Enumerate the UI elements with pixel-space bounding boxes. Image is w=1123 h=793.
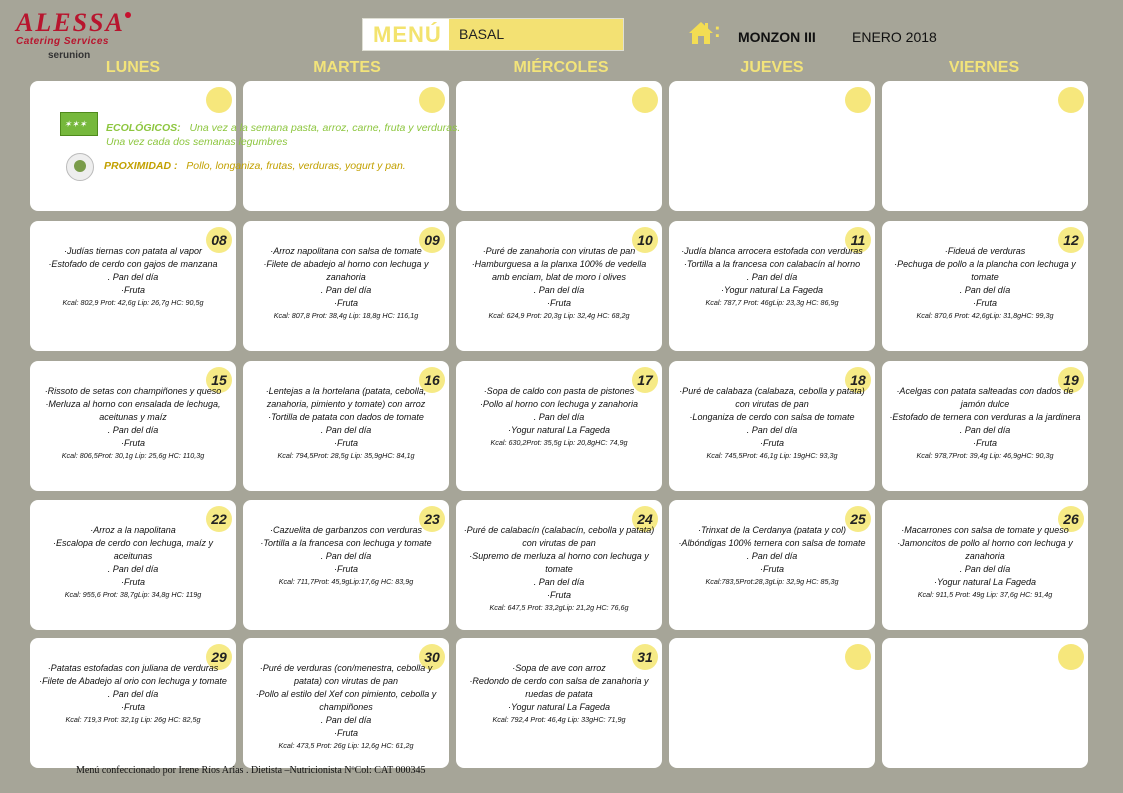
home-colon: :	[714, 20, 721, 42]
menu-content	[462, 245, 656, 322]
day-cell	[882, 221, 1088, 351]
menu-line: . Pan del día	[959, 285, 1011, 295]
day-number: 08	[206, 227, 232, 253]
menu-line: . Pan del día	[533, 285, 585, 295]
day-header-2: MIÉRCOLES	[513, 59, 609, 76]
menu-line: ·Pechuga de pollo a la plancha con lechuga y tomate	[894, 259, 1076, 282]
menu-line: ·Filete de Abadejo al orio con lechuga y tomate	[39, 676, 227, 686]
menu-line: ·Jamoncitos de pollo al horno con lechuga y zanahoria	[897, 538, 1073, 561]
menu-line: . Pan del día	[107, 689, 159, 699]
menu-line: ·Fruta	[546, 298, 571, 308]
menu-line: ·Fruta	[333, 728, 358, 738]
day-number	[419, 87, 445, 113]
company-logo	[14, 10, 134, 64]
day-number: 30	[419, 644, 445, 670]
day-cell	[669, 638, 875, 768]
day-cell	[243, 221, 449, 351]
menu-line: ·Fruta	[972, 298, 997, 308]
menu-word: MENÚ	[373, 22, 442, 47]
menu-line: ·Supremo de merluza al horno con lechuga y tomate	[469, 551, 649, 574]
menu-content	[888, 245, 1082, 322]
day-number: 31	[632, 644, 658, 670]
menu-content	[36, 662, 230, 726]
menu-line: ·Longaniza de cerdo con salsa de tomate	[689, 412, 855, 422]
menu-content	[675, 385, 869, 462]
menu-line: ·Fruta	[546, 590, 571, 600]
day-cell	[882, 81, 1088, 211]
menu-line: . Pan del día	[107, 272, 159, 282]
menu-line: ·Yogur natural La Fageda	[933, 577, 1037, 587]
day-number: 18	[845, 367, 871, 393]
menu-content	[249, 245, 443, 322]
day-number: 24	[632, 506, 658, 532]
day-header-4: VIERNES	[948, 59, 1020, 76]
nutrition-info: Kcal: 719,3 Prot: 32,1g Lip: 26g HC: 82,5g	[65, 715, 201, 724]
menu-line: ·Albóndigas 100% ternera con salsa de tomate	[678, 538, 866, 548]
menu-line: ·Tortilla a la francesa con lechuga y tomate	[260, 538, 432, 548]
nutrition-info: Kcal: 807,8 Prot: 38,4g Lip: 18,8g HC: 116,1g	[273, 311, 419, 320]
nutrition-info: Kcal: 794,5Prot: 28,5g Lip: 35,9gHC: 84,1g	[277, 451, 415, 460]
day-cell	[669, 221, 875, 351]
menu-line: ·Yogur natural La Fageda	[507, 702, 611, 712]
menu-line: ·Fruta	[333, 564, 358, 574]
menu-line: ·Rissoto de setas con champiñones y queso	[44, 386, 222, 396]
day-number: 22	[206, 506, 232, 532]
menu-line: ·Fruta	[333, 438, 358, 448]
nutrition-info: Kcal: 647,5 Prot: 33,2gLip: 21,2g HC: 76,6g	[489, 603, 629, 612]
menu-content	[462, 524, 656, 614]
menu-line: ·Pollo al estilo del Xef con pimiento, cebolla y champiñones	[255, 689, 437, 712]
menu-line: ·Patatas estofadas con juliana de verduras	[47, 663, 219, 673]
nutrition-info: Kcal: 630,2Prot: 35,5g Lip: 20,8gHC: 74,9g	[490, 438, 628, 447]
menu-line: . Pan del día	[959, 425, 1011, 435]
menu-line: . Pan del día	[107, 564, 159, 574]
menu-line: ·Puré de verduras (con/menestra, cebolla y patata) con virutas de pan	[259, 663, 433, 686]
logo-subtitle: Catering Services	[16, 36, 109, 47]
menu-line: ·Tortilla de patata con dados de tomate	[268, 412, 424, 422]
menu-line: ·Puré de calabaza (calabaza, cebolla y patata) con virutas de pan	[679, 386, 865, 409]
menu-content	[249, 524, 443, 588]
menu-type-box	[362, 18, 624, 51]
menu-line: ·Estofado de cerdo con gajos de manzana	[48, 259, 218, 269]
menu-line: ·Estofado de ternera con verduras a la jardinera	[889, 412, 1081, 422]
day-number	[632, 87, 658, 113]
day-number: 23	[419, 506, 445, 532]
logo-parent: serunion	[48, 50, 91, 61]
menu-line: . Pan del día	[320, 551, 372, 561]
eco-line	[106, 122, 460, 134]
day-number	[845, 87, 871, 113]
nutrition-info: Kcal: 870,6 Prot: 42,6gLip: 31,8gHC: 99,3g	[916, 311, 1054, 320]
day-number: 26	[1058, 506, 1084, 532]
nutrition-info: Kcal: 745,5Prot: 46,1g Lip: 19gHC: 93,3g	[706, 451, 838, 460]
menu-line: ·Yogur natural La Fageda	[507, 425, 611, 435]
menu-line: ·Sopa de ave con arroz	[512, 663, 606, 673]
day-number: 29	[206, 644, 232, 670]
day-header-3: JUEVES	[740, 59, 804, 76]
menu-line: . Pan del día	[746, 551, 798, 561]
menu-line: . Pan del día	[107, 425, 159, 435]
day-number	[206, 87, 232, 113]
eco-leaf-icon: ✶✶✶	[60, 112, 98, 136]
center-name: MONZON III	[738, 29, 816, 45]
nutrition-info: Kcal: 978,7Prot: 39,4g Lip: 46,9gHC: 90,3g	[916, 451, 1054, 460]
nutrition-info: Kcal: 911,5 Prot: 49g Lip: 37,6g HC: 91,4g	[917, 590, 1053, 599]
day-header-1: MARTES	[313, 59, 381, 76]
day-number: 25	[845, 506, 871, 532]
menu-content	[888, 385, 1082, 462]
menu-value: BASAL	[459, 26, 505, 42]
nutrition-info: Kcal: 806,5Prot: 30,1g Lip: 25,6g HC: 110,3g	[61, 451, 205, 460]
menu-line: . Pan del día	[959, 564, 1011, 574]
menu-line: ·Fruta	[972, 438, 997, 448]
nutrition-info: Kcal:783,5Prot:28,3gLip: 32,9g HC: 85,3g	[705, 577, 839, 586]
day-cell	[882, 638, 1088, 768]
menu-content	[675, 245, 869, 309]
menu-content	[462, 385, 656, 449]
day-cell	[456, 221, 662, 351]
day-number: 12	[1058, 227, 1084, 253]
menu-line: ·Arroz napolitana con salsa de tomate	[270, 246, 422, 256]
menu-line: ·Arroz a la napolitana	[90, 525, 176, 535]
menu-line: ·Puré de zanahoria con virutas de pan	[482, 246, 636, 256]
month-label: ENERO 2018	[852, 29, 937, 45]
day-cell	[243, 638, 449, 768]
menu-line: ·Macarrones con salsa de tomate y queso	[901, 525, 1069, 535]
nutrition-info: Kcal: 802,9 Prot: 42,6g Lip: 26,7g HC: 90,5g	[62, 298, 204, 307]
menu-content	[36, 245, 230, 309]
menu-content	[249, 385, 443, 462]
menu-line: ·Acelgas con patata salteadas con dados de jamón dulce	[896, 386, 1074, 409]
menu-line: ·Fideuá de verduras	[944, 246, 1026, 256]
prox-text: Pollo, longaniza, frutas, verduras, yogurt y pan.	[186, 160, 406, 172]
day-number	[1058, 644, 1084, 670]
logo-dot	[125, 12, 131, 18]
prox-label: PROXIMIDAD :	[104, 160, 178, 172]
menu-line: ·Fruta	[120, 285, 145, 295]
nutrition-info: Kcal: 624,9 Prot: 20,3g Lip: 32,4g HC: 68,2g	[488, 311, 630, 320]
day-number: 09	[419, 227, 445, 253]
menu-line: . Pan del día	[533, 412, 585, 422]
day-cell	[882, 500, 1088, 630]
menu-line: ·Merluza al horno con ensalada de lechuga, aceitunas y maíz	[45, 399, 221, 422]
info-legend	[60, 112, 490, 182]
menu-line: . Pan del día	[320, 285, 372, 295]
eco-label: ECOLÓGICOS:	[106, 122, 181, 134]
day-number: 15	[206, 367, 232, 393]
menu-line: . Pan del día	[746, 425, 798, 435]
nutrition-info: Kcal: 473,5 Prot: 26g Lip: 12,6g HC: 61,2g	[278, 741, 414, 750]
eco-text: Una vez a la semana pasta, arroz, carne, fruta y verduras.	[189, 122, 461, 134]
menu-line: ·Fruta	[759, 564, 784, 574]
day-number	[1058, 87, 1084, 113]
menu-content	[462, 662, 656, 726]
menu-line: ·Hamburguesa a la planxa 100% de vedella amb enciam, blat de moro i olives	[471, 259, 647, 282]
nutrition-info: Kcal: 711,7Prot: 45,9gLip:17,6g HC: 83,9g	[278, 577, 414, 586]
day-header-0: LUNES	[105, 59, 161, 76]
proximity-icon	[66, 153, 94, 181]
menu-line: ·Pollo al horno con lechuga y zanahoria	[479, 399, 639, 409]
home-icon	[688, 20, 714, 46]
menu-line: ·Fruta	[759, 438, 784, 448]
day-number: 19	[1058, 367, 1084, 393]
day-cell	[30, 361, 236, 491]
day-cell	[669, 500, 875, 630]
menu-content	[36, 524, 230, 601]
menu-line: ·Fruta	[120, 438, 145, 448]
menu-line: ·Escalopa de cerdo con lechuga, maíz y aceitunas	[52, 538, 214, 561]
menu-line: . Pan del día	[746, 272, 798, 282]
menu-value-field	[449, 19, 623, 50]
menu-line: ·Sopa de caldo con pasta de pistones	[483, 386, 635, 396]
menu-line: ·Fruta	[120, 577, 145, 587]
menu-content	[249, 662, 443, 752]
menu-content	[675, 524, 869, 588]
day-number: 17	[632, 367, 658, 393]
logo-brand: ALESSA	[16, 8, 125, 37]
menu-line: . Pan del día	[533, 577, 585, 587]
day-number	[845, 644, 871, 670]
day-cell	[456, 500, 662, 630]
menu-line: ·Judía blanca arrocera estofada con verduras	[681, 246, 863, 256]
menu-line: ·Cazuelita de garbanzos con verduras	[269, 525, 423, 535]
day-cell	[669, 81, 875, 211]
nutrition-info: Kcal: 792,4 Prot: 46,4g Lip: 33gHC: 71,9g	[492, 715, 626, 724]
day-cell	[456, 638, 662, 768]
menu-line: ·Yogur natural La Fageda	[720, 285, 824, 295]
day-cell	[243, 500, 449, 630]
menu-line: ·Tortilla a la francesa con calabacín al horno	[683, 259, 861, 269]
nutrition-info: Kcal: 955,6 Prot: 38,7gLip: 34,8g HC: 119g	[64, 590, 202, 599]
day-number: 11	[845, 227, 871, 253]
menu-line: ·Redondo de cerdo con salsa de zanahoria y ruedas de patata	[469, 676, 649, 699]
day-cell	[243, 361, 449, 491]
proximity-line	[104, 160, 406, 172]
menu-line: ·Puré de calabacín (calabacín, cebolla y patata) con virutas de pan	[463, 525, 655, 548]
menu-content	[36, 385, 230, 462]
menu-content	[888, 524, 1082, 601]
menu-line: . Pan del día	[320, 715, 372, 725]
menu-line: ·Fruta	[120, 702, 145, 712]
menu-line: ·Fruta	[333, 298, 358, 308]
day-cell	[882, 361, 1088, 491]
nutrition-info: Kcal: 787,7 Prot: 46gLip: 23,3g HC: 86,9g	[705, 298, 839, 307]
day-cell	[30, 500, 236, 630]
menu-line: . Pan del día	[320, 425, 372, 435]
menu-line: ·Trinxat de la Cerdanya (patata y col)	[698, 525, 846, 535]
day-number: 16	[419, 367, 445, 393]
eco-text-2: Una vez cada dos semanas legumbres	[106, 136, 288, 148]
footer-credit: Menú confeccionado por Irene Ríos Arias . Dietista –Nutricionista NºCol: CAT 000345	[76, 765, 426, 776]
day-cell	[30, 638, 236, 768]
menu-line: ·Filete de abadejo al horno con lechuga y zanahoria	[263, 259, 429, 282]
day-cell	[30, 221, 236, 351]
menu-line: ·Judías tiernas con patata al vapor	[63, 246, 203, 256]
day-cell	[669, 361, 875, 491]
day-number: 10	[632, 227, 658, 253]
day-cell	[456, 361, 662, 491]
menu-line: ·Lentejas a la hortelana (patata, cebolla, zanahoria, pimiento y tomate) con arroz	[265, 386, 427, 409]
